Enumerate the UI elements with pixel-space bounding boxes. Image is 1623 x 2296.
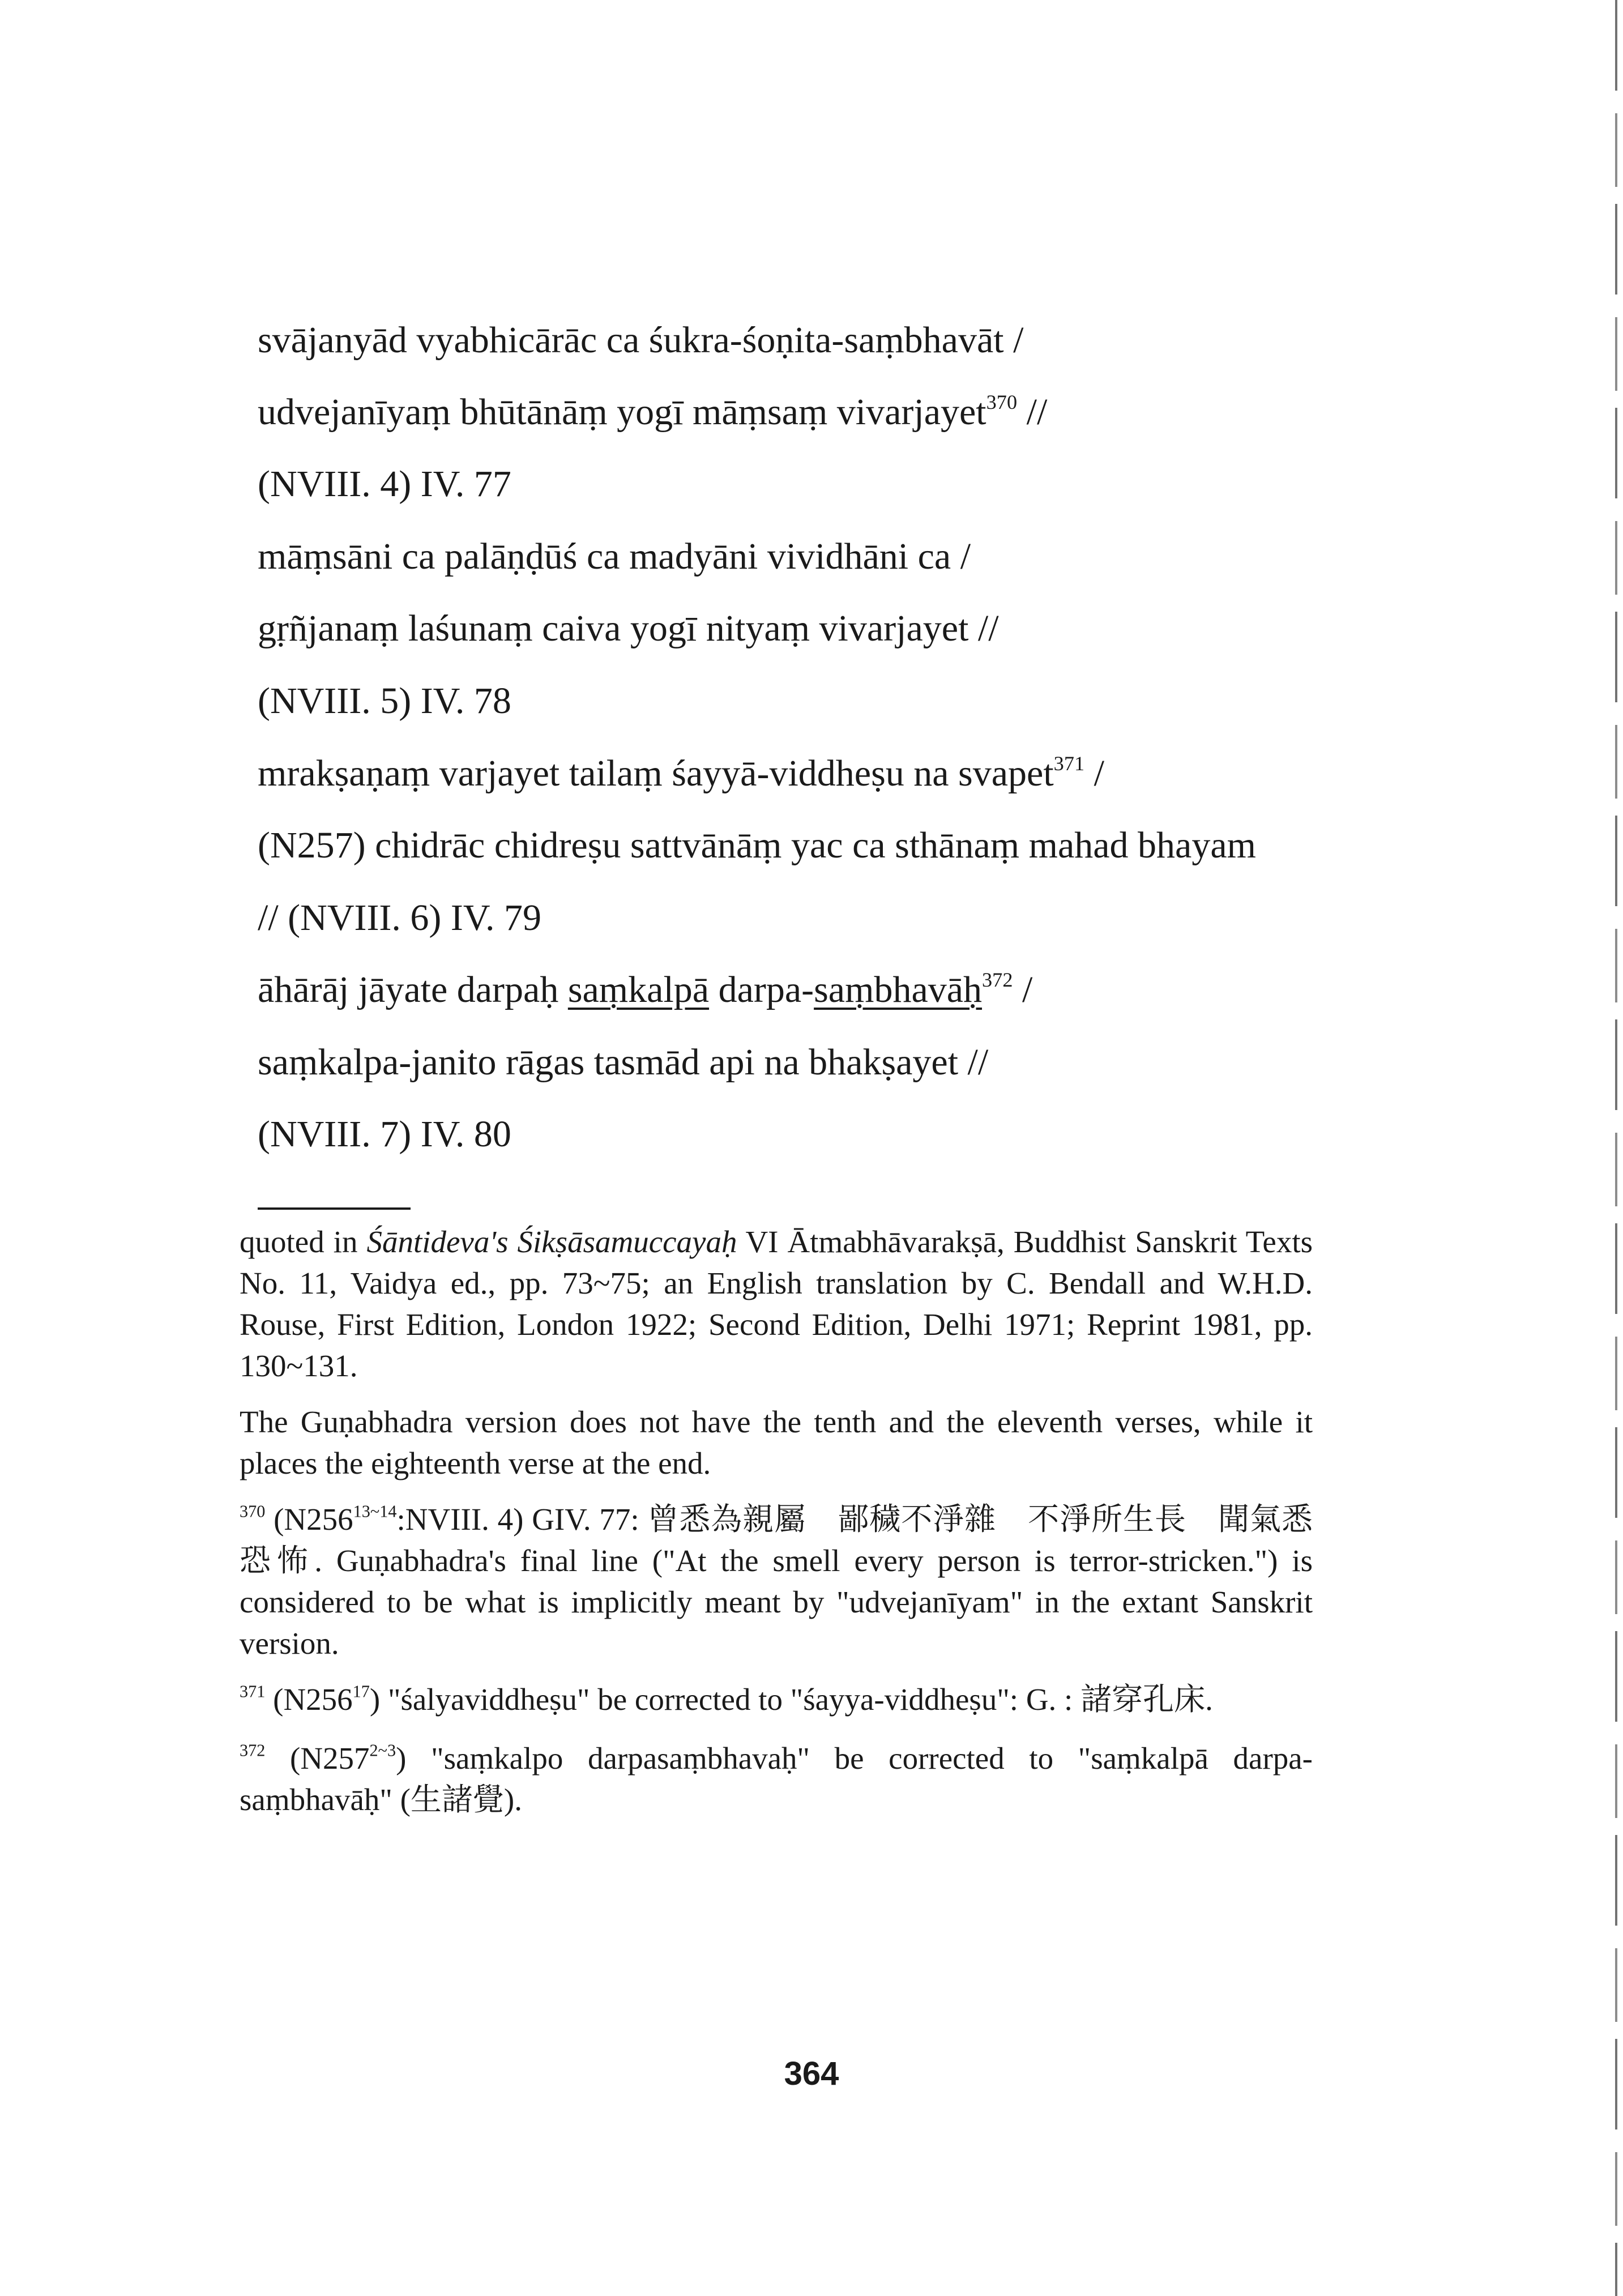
footnote-quoted: quoted in Śāntideva's Śikṣāsamuccayaḥ VI Ātmabhāvarakṣā, Buddhist Sanskrit Texts No. 11, Vaidya ed., pp. 73~75; an English translation by C. Bendall and W.H.D. Rouse, First Edition, London 1922; Second Edition, Delhi 1971; Reprint 1981, pp. 130~131. xyxy=(240,1224,1313,1383)
book-title: Śāntideva's Śikṣāsamuccayaḥ xyxy=(366,1224,737,1259)
verse-reference: // (NVIII. 6) IV. 79 xyxy=(258,897,542,938)
verse-line: māṃsāni ca palāṇḍūś ca madyāni vividhāni ca / xyxy=(258,536,971,577)
underlined-term: saṃkalpā xyxy=(567,969,710,1010)
footnote-ref: 371 xyxy=(1053,752,1085,775)
footnote-number: 370 xyxy=(240,1501,266,1521)
footnote-rule xyxy=(258,1207,411,1210)
verse-line: svājanyād vyabhicārāc ca śukra-śoṇita-saṃbhavāt / xyxy=(258,319,1024,361)
footnote-gunabhadra: The Guṇabhadra version does not have the tenth and the eleventh verses, while it places the eighteenth verse at the end. xyxy=(240,1405,1313,1480)
verse-line: gṛñjanaṃ laśunaṃ caiva yogī nityaṃ vivarjayet // xyxy=(258,608,999,649)
footnote-370: $^{370}$ ($N256^{13\sim 14}:NVIII$. 4) GIV. 77: 曾悉為親屬 鄙穢不淨雜 不淨所生長 聞氣悉恐怖. Guṇabhadra's final line ("At the smell every person is terror-stricken.") is considered to be what is implicitly meant by "udvejanīyam" in the extant Sanskrit version. xyxy=(240,1501,1313,1661)
verse-reference: (NVIII. 4) IV. 77 xyxy=(258,463,511,505)
verse-reference: (NVIII. 5) IV. 78 xyxy=(258,680,511,722)
verse-line: (N257) chidrāc chidreṣu sattvānāṃ yac ca sthānaṃ mahad bhayam xyxy=(258,825,1256,866)
footnote-ref: 372 xyxy=(982,968,1013,991)
verse-line: saṃkalpa-janito rāgas tasmād api na bhakṣayet // xyxy=(258,1042,989,1083)
verse-reference: (NVIII. 7) IV. 80 xyxy=(258,1113,511,1155)
footnote-372: $^{372}$ $(N257^{2\sim 3})$ "saṃkalpo darpasaṃbhavaḥ" be corrected to "saṃkalpā darpa-saṃbhavāḥ" (生諸覺). xyxy=(240,1740,1313,1817)
page-number: 364 xyxy=(784,2055,839,2092)
footnote-371: $^{371}$ $(N256^{17})$ "śalyaviddheṣu" be corrected to "śayya-viddheṣu": G. : 諸穿孔床. xyxy=(240,1682,1213,1717)
footnote-number: 372 xyxy=(240,1740,266,1760)
verse-line: āhārāj jāyate darpaḥ saṃkalpā darpa-saṃbhavāḥ$^{372}$ / xyxy=(258,968,1033,1010)
scan-edge-artifact xyxy=(1615,0,1617,2296)
footnote-ref: 370 xyxy=(986,390,1018,413)
footnote-number: 371 xyxy=(240,1682,266,1701)
verse-line: udvejanīyaṃ bhūtānāṃ yogī māṃsaṃ vivarjayet$^{370}$ // xyxy=(258,390,1048,433)
underlined-term: saṃbhavāḥ xyxy=(814,969,983,1010)
verse-line: mrakṣaṇaṃ varjayet tailaṃ śayyā-viddheṣu na svapet$^{371}$ / xyxy=(258,752,1104,794)
